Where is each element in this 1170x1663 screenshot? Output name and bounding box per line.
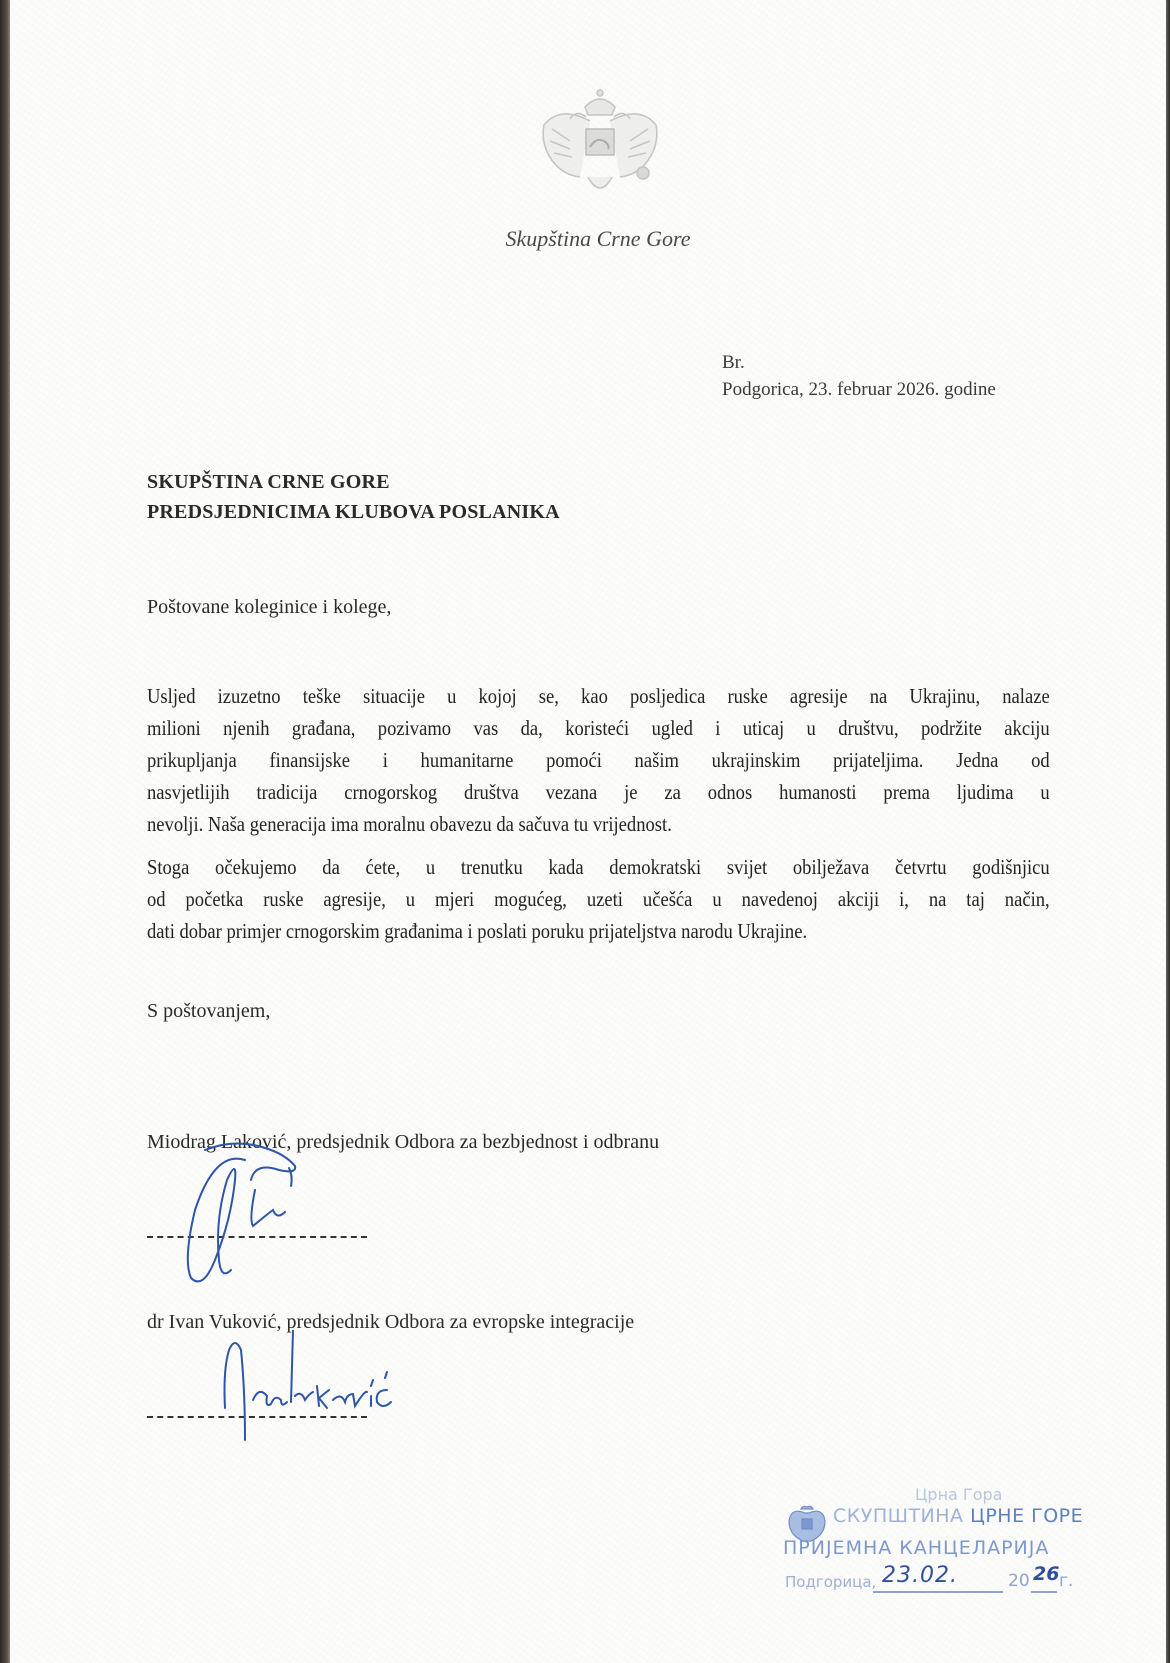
paragraph-line: dati dobar primjer crnogorskim građanima i poslati poruku prijateljstva narodu Ukrajine.: [147, 919, 808, 943]
paragraph-line: nasvjetlijih tradicija crnogorskog društva vezana je za odnos humanosti prema ljudima u: [147, 780, 1050, 804]
stamp-institution: [833, 1505, 1083, 1527]
closing: S poštovanjem,: [147, 1000, 271, 1022]
stamp-institution-faded: СКУПШТИНА: [833, 1505, 964, 1527]
signature-line-2: [147, 1416, 367, 1418]
stamp-year-prefix: 20: [1008, 1571, 1030, 1591]
montenegro-coat-of-arms-icon: [530, 85, 670, 205]
paragraph-line: nevolji. Naša generacija ima moralnu obavezu da sačuva tu vrijednost.: [147, 812, 672, 836]
institution-title: Skupština Crne Gore: [505, 226, 691, 251]
stamp-office: ПРИЈЕМНА КАНЦЕЛАРИЈА: [783, 1537, 1050, 1559]
stamp-country: Црна Гора: [915, 1485, 1003, 1504]
recipient-line-2: PREDSJEDNICIMA KLUBOVA POSLANIKA: [147, 501, 560, 523]
reference-number: Br.: [722, 352, 745, 373]
reception-stamp: [775, 1485, 1105, 1635]
stamp-year-suffix: г.: [1059, 1571, 1074, 1591]
paragraph-line: od početka ruske agresije, u mjeri mogućeg, uzeti učešća u navedenoj akciji i, na taj način,: [147, 887, 1050, 911]
stamp-date-underline: [873, 1591, 1003, 1593]
recipient-line-1: SKUPŠTINA CRNE GORE: [147, 471, 390, 493]
paragraph-line: milioni njenih građana, pozivamo vas da, koristeći ugled i uticaj u društvu, podržite akciju: [147, 716, 1050, 740]
stamp-handwritten-year: 26: [1033, 1563, 1060, 1585]
place-and-date: Podgorica, 23. februar 2026. godine: [722, 379, 996, 400]
paragraph-line: Usljed izuzetno teške situacije u kojoj se, kao posljedica ruske agresije na Ukrajinu, nalaze: [147, 684, 1050, 708]
stamp-year-underline: [1031, 1591, 1057, 1593]
signature-line-1: [147, 1236, 367, 1238]
signatory-1-name: Miodrag Laković, predsjednik Odbora za bezbjednost i odbranu: [147, 1131, 660, 1153]
paragraph-line: prikupljanja finansijske i humanitarne pomoći našim ukrajinskim prijateljima. Jedna od: [147, 748, 1050, 772]
stamp-place: Подгорица,: [785, 1573, 877, 1591]
paragraph-line: Stoga očekujemo da ćete, u trenutku kada demokratski svijet obilježava četvrtu godišnjicu: [147, 855, 1050, 879]
signatory-2-name: dr Ivan Vuković, predsjednik Odbora za evropske integracije: [147, 1311, 635, 1333]
salutation: Poštovane koleginice i kolege,: [147, 596, 392, 618]
stamp-handwritten-date: 23.02.: [882, 1563, 958, 1588]
stamp-institution-strong: ЦРНЕ ГОРЕ: [970, 1505, 1084, 1527]
